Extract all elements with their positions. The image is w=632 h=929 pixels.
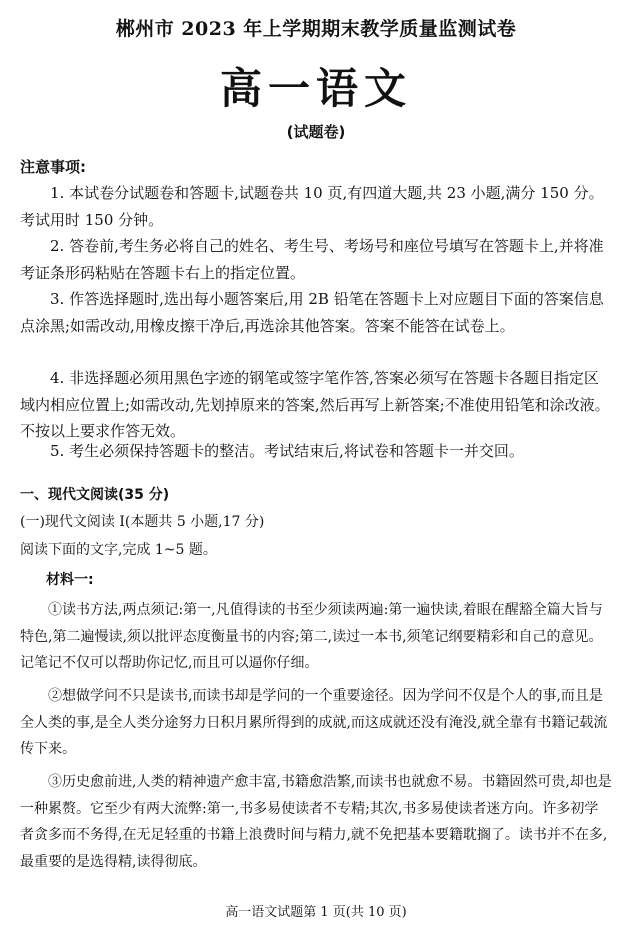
material-label: 材料一:	[46, 572, 94, 588]
paragraph-2: ②想做学问不只是读书,而读书却是学问的一个重要途径。因为学问不仅是个人的事,而且是全人类的事,是全人类分途努力日积月累所得到的成就,而这成就还没有淹没,就全靠有书籍记载流传下来。	[20, 688, 608, 757]
notice-item-2: 2. 答卷前,考生务必将自己的姓名、考生号、考场号和座位号填写在答题卡上,并将准考证条形码粘贴在答题卡右上的指定位置。	[20, 237, 604, 282]
subsection-heading: (一)现代文阅读 Ⅰ(本题共 5 小题,17 分)	[20, 514, 265, 530]
notice-item-5: 5. 考生必须保持答题卡的整洁。考试结束后,将试卷和答题卡一并交回。	[50, 442, 524, 460]
exam-title: 郴州市 2023 年上学期期末教学质量监测试卷	[115, 18, 517, 40]
notice-item-4: 4. 非选择题必须用黑色字迹的钢笔或签字笔作答,答案必须写在答题卡各题目指定区域内相应位置上;如需改动,先划掉原来的答案,然后再写上新答案;不准使用铅笔和涂改液。不按以上要求作答无效。	[20, 369, 610, 440]
paper-type-label: (试题卷)	[286, 123, 346, 141]
notice-item-3: 3. 作答选择题时,选出每小题答案后,用 2B 铅笔在答题卡上对应题目下面的答案信息点涂黑;如需改动,用橡皮擦干净后,再选涂其他答案。答案不能答在试卷上。	[20, 290, 604, 335]
paragraph-3: ③历史愈前进,人类的精神遗产愈丰富,书籍愈浩繁,而读书也就愈不易。书籍固然可贵,却也是一种累赘。它至少有两大流弊:第一,书多易使读者不专精;其次,书多易使读者迷方向。许多初学者贪多而不务得,在无足轻重的书籍上浪费时间与精力,就不免把基本要籍耽搁了。读书并不在多,最重要的是选得精,读得彻底。	[20, 774, 612, 870]
paragraph-1: ①读书方法,两点须记:第一,凡值得读的书至少须读两遍:第一遍快读,着眼在醒豁全篇大旨与特色,第二遍慢读,须以批评态度衡量书的内容;第二,读过一本书,须笔记纲要精彩和自己的意见。记笔记不仅可以帮助你记忆,而且可以逼你仔细。	[20, 602, 603, 671]
section-heading: 一、现代文阅读(35 分)	[20, 487, 170, 503]
page-footer: 高一语文试题第 1 页(共 10 页)	[225, 905, 407, 920]
reading-instruction: 阅读下面的文字,完成 1~5 题。	[20, 542, 217, 558]
notice-heading: 注意事项:	[20, 158, 86, 176]
notice-item-1: 1. 本试卷分试题卷和答题卡,试题卷共 10 页,有四道大题,共 23 小题,满分 150 分。考试用时 150 分钟。	[20, 184, 604, 229]
subject-title: 高一语文	[219, 64, 412, 113]
